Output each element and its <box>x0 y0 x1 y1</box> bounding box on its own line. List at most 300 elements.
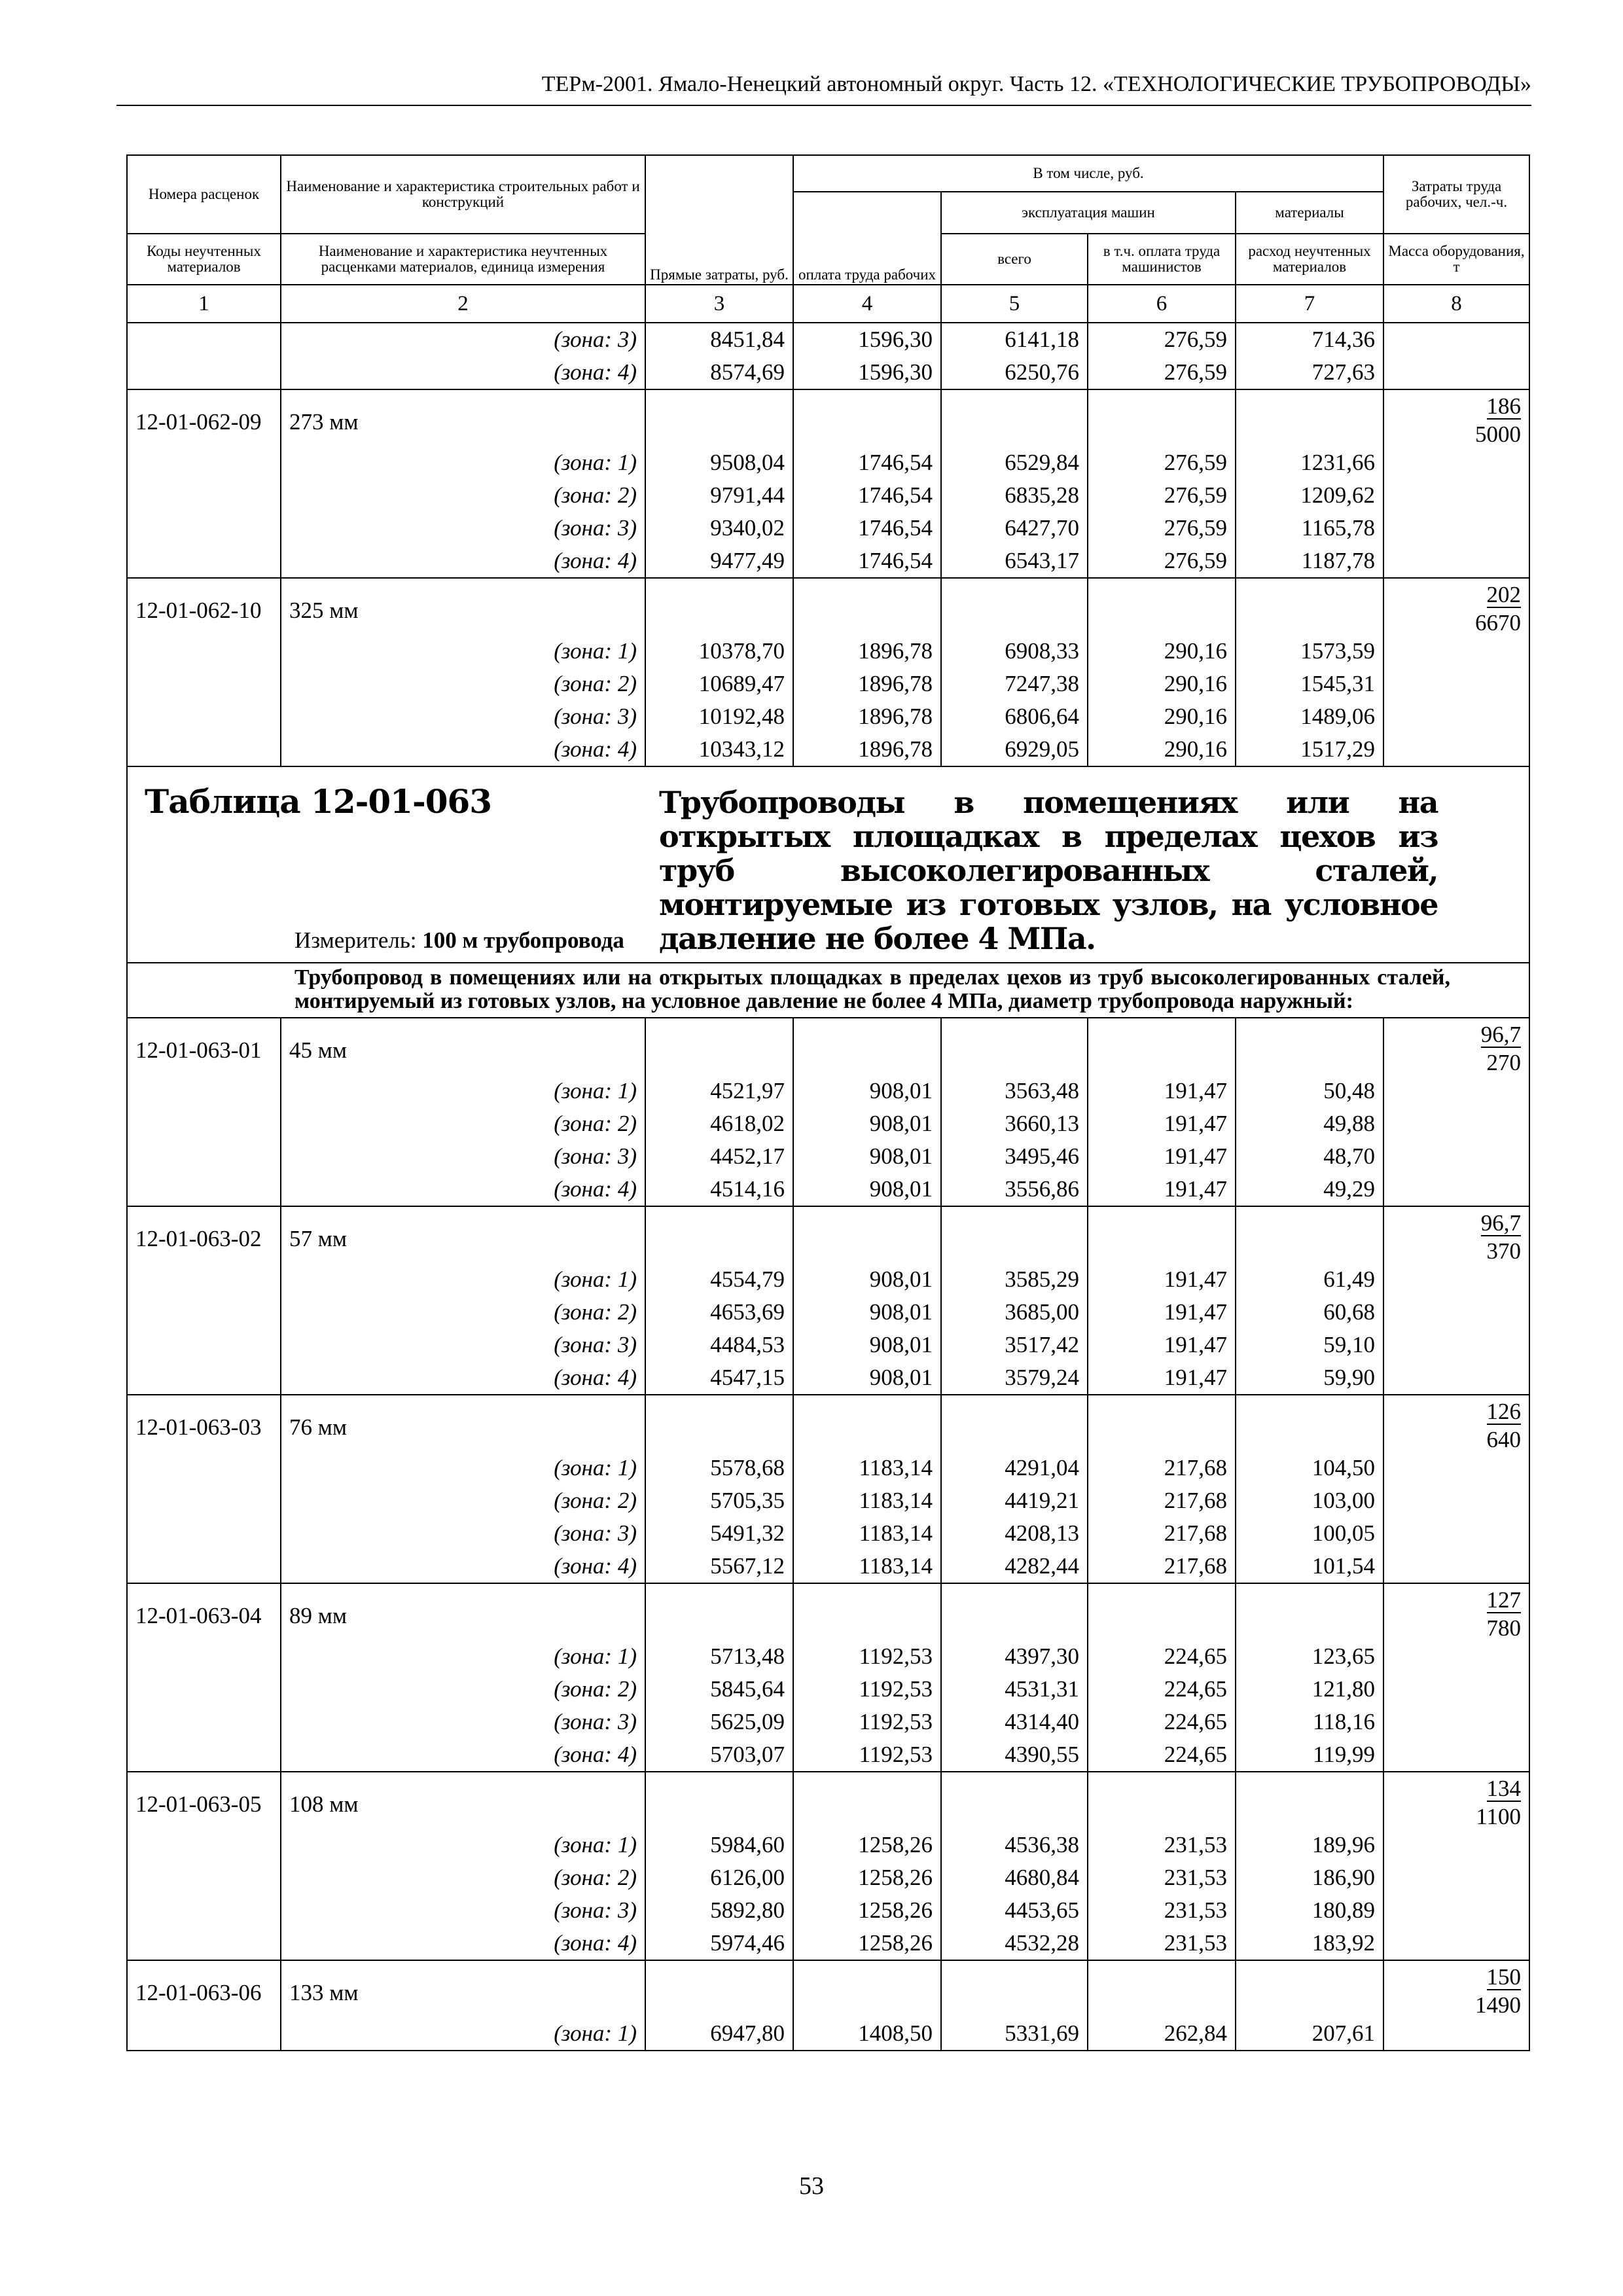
direct-cost: 9340,02 <box>645 512 793 545</box>
empty-cell <box>127 1894 281 1927</box>
direct-cost: 10343,12 <box>645 733 793 766</box>
empty-cell <box>127 1329 281 1361</box>
equipment-mass-value: 270 <box>1486 1050 1522 1075</box>
empty-cell <box>1383 1706 1529 1738</box>
rate-group-header <box>127 1395 1529 1452</box>
zone-row <box>127 545 1529 578</box>
zone-label: (зона: 2) <box>281 1107 645 1140</box>
materials-cost: 104,50 <box>1236 1452 1383 1484</box>
machines-cost: 3660,13 <box>941 1107 1088 1140</box>
pipe-diameter: 325 мм <box>281 578 645 635</box>
col2-top-header: Наименование и характеристика строительных работ и конструкций <box>281 155 645 234</box>
empty-cell <box>127 1706 281 1738</box>
labor-cost-value: 127 <box>1486 1587 1522 1613</box>
including-header: В том числе, руб. <box>793 155 1383 192</box>
empty-cell <box>1088 1772 1236 1829</box>
empty-cell <box>127 323 281 356</box>
materials-cost: 180,89 <box>1236 1894 1383 1927</box>
column-number: 3 <box>645 285 793 323</box>
zone-row <box>127 1075 1529 1107</box>
zone-row <box>127 1329 1529 1361</box>
operators-cost: 191,47 <box>1088 1107 1236 1140</box>
empty-cell <box>127 512 281 545</box>
pipe-diameter: 57 мм <box>281 1206 645 1263</box>
machines-cost: 3685,00 <box>941 1296 1088 1329</box>
column-number: 1 <box>127 285 281 323</box>
operators-cost: 191,47 <box>1088 1173 1236 1206</box>
empty-cell <box>793 578 941 635</box>
empty-cell <box>645 1395 793 1452</box>
labor-mass-ratio <box>1383 1772 1529 1829</box>
empty-cell <box>793 1206 941 1263</box>
empty-cell <box>127 1452 281 1484</box>
col7-header: расход неучтенных материалов <box>1236 234 1383 285</box>
operators-cost: 276,59 <box>1088 545 1236 578</box>
rate-group-header <box>127 389 1529 446</box>
empty-cell <box>127 1517 281 1550</box>
operators-cost: 191,47 <box>1088 1075 1236 1107</box>
empty-cell <box>127 1107 281 1140</box>
rate-code: 12-01-063-04 <box>127 1583 281 1640</box>
labor-cost: 908,01 <box>793 1140 941 1173</box>
direct-cost: 4653,69 <box>645 1296 793 1329</box>
zone-label: (зона: 3) <box>281 1329 645 1361</box>
empty-cell <box>1383 1550 1529 1583</box>
machines-cost: 6543,17 <box>941 545 1088 578</box>
direct-cost: 8451,84 <box>645 323 793 356</box>
zone-row <box>127 479 1529 512</box>
rate-group-header <box>127 1206 1529 1263</box>
zone-row <box>127 1107 1529 1140</box>
direct-cost: 6947,80 <box>645 2017 793 2051</box>
col3-header: Прямые затраты, руб. <box>645 155 793 285</box>
machines-cost: 5331,69 <box>941 2017 1088 2051</box>
machines-cost: 6250,76 <box>941 356 1088 389</box>
labor-cost: 1896,78 <box>793 668 941 700</box>
materials-cost: 1573,59 <box>1236 635 1383 668</box>
empty-cell <box>127 1927 281 1960</box>
empty-cell <box>793 1583 941 1640</box>
machines-cost: 7247,38 <box>941 668 1088 700</box>
empty-cell <box>127 446 281 479</box>
empty-cell <box>1383 1640 1529 1673</box>
labor-cost: 1258,26 <box>793 1861 941 1894</box>
labor-cost-value: 134 <box>1486 1776 1522 1801</box>
direct-cost: 5625,09 <box>645 1706 793 1738</box>
machines-cost: 3556,86 <box>941 1173 1088 1206</box>
empty-cell <box>1383 1361 1529 1395</box>
table-section-header <box>127 766 1529 963</box>
operators-cost: 191,47 <box>1088 1296 1236 1329</box>
zone-label: (зона: 2) <box>281 479 645 512</box>
empty-cell <box>127 1296 281 1329</box>
empty-cell <box>127 1075 281 1107</box>
zone-row <box>127 700 1529 733</box>
col1-bottom-header: Коды неучтенных материалов <box>127 234 281 285</box>
empty-cell <box>1383 545 1529 578</box>
rate-code: 12-01-062-09 <box>127 389 281 446</box>
zone-row <box>127 356 1529 389</box>
empty-cell <box>1236 1206 1383 1263</box>
empty-cell <box>1236 1960 1383 2017</box>
measure-label: Измеритель: <box>294 927 417 953</box>
materials-cost: 103,00 <box>1236 1484 1383 1517</box>
zone-label: (зона: 4) <box>281 545 645 578</box>
empty-cell <box>793 1018 941 1075</box>
empty-cell <box>645 1583 793 1640</box>
machines-cost: 6427,70 <box>941 512 1088 545</box>
empty-cell <box>1383 1894 1529 1927</box>
empty-cell <box>127 1550 281 1583</box>
col6-header: в т.ч. оплата труда машинистов <box>1088 234 1236 285</box>
empty-cell <box>793 1772 941 1829</box>
empty-cell <box>1236 578 1383 635</box>
running-header: ТЕРм-2001. Ямало-Ненецкий автономный округ. Часть 12. «ТЕХНОЛОГИЧЕСКИЕ ТРУБОПРОВОДЫ» <box>541 72 1531 96</box>
empty-cell <box>127 1173 281 1206</box>
operators-cost: 191,47 <box>1088 1263 1236 1296</box>
machines-cost: 6908,33 <box>941 635 1088 668</box>
col1-top-header: Номера расценок <box>127 155 281 234</box>
operators-cost: 290,16 <box>1088 700 1236 733</box>
direct-cost: 10192,48 <box>645 700 793 733</box>
labor-cost: 908,01 <box>793 1361 941 1395</box>
machines-cost: 4291,04 <box>941 1452 1088 1484</box>
materials-cost: 49,88 <box>1236 1107 1383 1140</box>
empty-cell <box>1236 1018 1383 1075</box>
rates-table <box>126 154 1530 2051</box>
zone-row <box>127 1829 1529 1861</box>
labor-cost: 908,01 <box>793 1173 941 1206</box>
zone-label: (зона: 3) <box>281 1517 645 1550</box>
zone-label: (зона: 1) <box>281 1829 645 1861</box>
materials-cost: 189,96 <box>1236 1829 1383 1861</box>
zone-label: (зона: 3) <box>281 1140 645 1173</box>
empty-cell <box>1383 1673 1529 1706</box>
labor-cost-value: 150 <box>1486 1964 1522 1990</box>
empty-cell <box>1383 1263 1529 1296</box>
zone-row <box>127 1296 1529 1329</box>
labor-cost: 1596,30 <box>793 323 941 356</box>
empty-cell <box>127 1861 281 1894</box>
materials-cost: 1209,62 <box>1236 479 1383 512</box>
empty-cell <box>1236 389 1383 446</box>
empty-cell <box>1236 1583 1383 1640</box>
operators-cost: 276,59 <box>1088 323 1236 356</box>
direct-cost: 9791,44 <box>645 479 793 512</box>
empty-cell <box>127 733 281 766</box>
materials-cost: 727,63 <box>1236 356 1383 389</box>
empty-cell <box>645 1018 793 1075</box>
empty-cell <box>1383 700 1529 733</box>
operators-cost: 231,53 <box>1088 1894 1236 1927</box>
empty-cell <box>793 1395 941 1452</box>
zone-label: (зона: 2) <box>281 1296 645 1329</box>
materials-cost: 1545,31 <box>1236 668 1383 700</box>
rate-group-header <box>127 578 1529 635</box>
direct-cost: 4547,15 <box>645 1361 793 1395</box>
empty-cell <box>645 1772 793 1829</box>
zone-row <box>127 1673 1529 1706</box>
rates-body-after <box>127 1018 1529 2051</box>
empty-cell <box>793 389 941 446</box>
measure-value: 100 м трубопровода <box>422 927 624 953</box>
rate-group-header <box>127 1772 1529 1829</box>
labor-cost-value: 96,7 <box>1480 1022 1522 1047</box>
direct-cost: 4514,16 <box>645 1173 793 1206</box>
machines-cost: 3579,24 <box>941 1361 1088 1395</box>
column-number: 2 <box>281 285 645 323</box>
empty-cell <box>1383 733 1529 766</box>
empty-cell <box>941 1960 1088 2017</box>
labor-cost: 1596,30 <box>793 356 941 389</box>
empty-cell <box>1383 668 1529 700</box>
materials-cost: 49,29 <box>1236 1173 1383 1206</box>
operators-cost: 276,59 <box>1088 479 1236 512</box>
labor-cost: 1258,26 <box>793 1829 941 1861</box>
operators-cost: 191,47 <box>1088 1361 1236 1395</box>
direct-cost: 9508,04 <box>645 446 793 479</box>
materials-cost: 1231,66 <box>1236 446 1383 479</box>
equipment-mass-value: 6670 <box>1475 610 1522 635</box>
direct-cost: 5984,60 <box>645 1829 793 1861</box>
labor-cost: 1896,78 <box>793 733 941 766</box>
operators-cost: 231,53 <box>1088 1861 1236 1894</box>
empty-cell <box>941 1018 1088 1075</box>
table-head <box>127 155 1529 323</box>
empty-cell <box>1088 1395 1236 1452</box>
materials-cost: 59,10 <box>1236 1329 1383 1361</box>
direct-cost: 5567,12 <box>645 1550 793 1583</box>
machines-cost: 6806,64 <box>941 700 1088 733</box>
empty-cell <box>1383 1329 1529 1361</box>
direct-cost: 10378,70 <box>645 635 793 668</box>
table-label: Таблица 12-01-063 <box>145 782 492 821</box>
operators-cost: 217,68 <box>1088 1452 1236 1484</box>
labor-cost: 908,01 <box>793 1107 941 1140</box>
zone-row <box>127 1640 1529 1673</box>
rate-code: 12-01-063-02 <box>127 1206 281 1263</box>
empty-cell <box>127 1640 281 1673</box>
zone-label: (зона: 3) <box>281 323 645 356</box>
materials-cost: 207,61 <box>1236 2017 1383 2051</box>
column-number-row <box>127 285 1529 323</box>
zone-label: (зона: 2) <box>281 668 645 700</box>
machines-cost: 6529,84 <box>941 446 1088 479</box>
materials-cost: 61,49 <box>1236 1263 1383 1296</box>
empty-cell <box>1383 1517 1529 1550</box>
empty-cell <box>1383 356 1529 389</box>
direct-cost: 4521,97 <box>645 1075 793 1107</box>
zone-row <box>127 1706 1529 1738</box>
empty-cell <box>1383 323 1529 356</box>
empty-cell <box>1236 1395 1383 1452</box>
materials-cost: 1517,29 <box>1236 733 1383 766</box>
pipe-diameter: 89 мм <box>281 1583 645 1640</box>
empty-cell <box>127 1484 281 1517</box>
empty-cell <box>1383 1927 1529 1960</box>
machines-cost: 4453,65 <box>941 1894 1088 1927</box>
machines-cost: 4536,38 <box>941 1829 1088 1861</box>
empty-cell <box>1383 1075 1529 1107</box>
empty-cell <box>1383 1140 1529 1173</box>
machines-cost: 4532,28 <box>941 1927 1088 1960</box>
rate-code: 12-01-062-10 <box>127 578 281 635</box>
labor-cost: 1746,54 <box>793 545 941 578</box>
direct-cost: 4484,53 <box>645 1329 793 1361</box>
zone-label: (зона: 3) <box>281 1894 645 1927</box>
operators-cost: 276,59 <box>1088 446 1236 479</box>
machines-cost: 4314,40 <box>941 1706 1088 1738</box>
zone-row <box>127 1140 1529 1173</box>
labor-mass-ratio <box>1383 1018 1529 1075</box>
table-title: Трубопроводы в помещениях или на открытых площадках в пределах цехов из труб высоколегированных сталей, монтируемые из готовых узлов, на условное давление не более 4 МПа. <box>659 785 1438 956</box>
labor-mass-ratio <box>1383 1960 1529 2017</box>
empty-cell <box>941 1206 1088 1263</box>
direct-cost: 10689,47 <box>645 668 793 700</box>
zone-row <box>127 1861 1529 1894</box>
section-header-body <box>127 766 1529 1018</box>
direct-cost: 4554,79 <box>645 1263 793 1296</box>
empty-cell <box>941 389 1088 446</box>
materials-cost: 1165,78 <box>1236 512 1383 545</box>
direct-cost: 4452,17 <box>645 1140 793 1173</box>
machines-cost: 3563,48 <box>941 1075 1088 1107</box>
empty-cell <box>1383 1452 1529 1484</box>
operators-cost: 224,65 <box>1088 1738 1236 1772</box>
empty-cell <box>127 479 281 512</box>
zone-row <box>127 668 1529 700</box>
empty-cell <box>127 1673 281 1706</box>
materials-cost: 100,05 <box>1236 1517 1383 1550</box>
labor-cost-value: 202 <box>1486 582 1522 607</box>
rate-group-header <box>127 1583 1529 1640</box>
empty-cell <box>645 578 793 635</box>
pipe-diameter: 76 мм <box>281 1395 645 1452</box>
labor-cost: 1408,50 <box>793 2017 941 2051</box>
empty-cell <box>1088 1583 1236 1640</box>
labor-cost-value: 96,7 <box>1480 1210 1522 1236</box>
empty-cell <box>941 1772 1088 1829</box>
machines-cost: 3495,46 <box>941 1140 1088 1173</box>
materials-cost: 186,90 <box>1236 1861 1383 1894</box>
empty-cell <box>127 545 281 578</box>
empty-cell <box>1383 1829 1529 1861</box>
direct-cost: 5703,07 <box>645 1738 793 1772</box>
empty-cell <box>1088 1960 1236 2017</box>
pipe-diameter: 45 мм <box>281 1018 645 1075</box>
empty-cell <box>941 578 1088 635</box>
zone-label: (зона: 1) <box>281 635 645 668</box>
direct-cost: 5578,68 <box>645 1452 793 1484</box>
column-number: 4 <box>793 285 941 323</box>
zone-row <box>127 1738 1529 1772</box>
labor-cost-value: 126 <box>1486 1399 1522 1424</box>
empty-cell <box>1088 1206 1236 1263</box>
empty-cell <box>127 668 281 700</box>
labor-cost-value: 186 <box>1486 393 1522 419</box>
labor-cost: 908,01 <box>793 1296 941 1329</box>
operators-cost: 217,68 <box>1088 1517 1236 1550</box>
zone-row <box>127 1927 1529 1960</box>
rate-code: 12-01-063-01 <box>127 1018 281 1075</box>
operators-cost: 276,59 <box>1088 512 1236 545</box>
zone-label: (зона: 2) <box>281 1861 645 1894</box>
rate-group-header <box>127 1018 1529 1075</box>
operators-cost: 231,53 <box>1088 1829 1236 1861</box>
empty-cell <box>1088 389 1236 446</box>
empty-cell <box>1383 1861 1529 1894</box>
rate-code: 12-01-063-05 <box>127 1772 281 1829</box>
operators-cost: 290,16 <box>1088 635 1236 668</box>
empty-cell <box>127 700 281 733</box>
operators-cost: 224,65 <box>1088 1640 1236 1673</box>
direct-cost: 5892,80 <box>645 1894 793 1927</box>
zone-label: (зона: 4) <box>281 1550 645 1583</box>
empty-cell <box>1383 635 1529 668</box>
column-number: 5 <box>941 285 1088 323</box>
machines-cost: 4390,55 <box>941 1738 1088 1772</box>
pipe-diameter: 133 мм <box>281 1960 645 2017</box>
operators-cost: 217,68 <box>1088 1550 1236 1583</box>
empty-cell <box>127 2017 281 2051</box>
labor-cost: 1746,54 <box>793 479 941 512</box>
empty-cell <box>941 1583 1088 1640</box>
empty-cell <box>127 1829 281 1861</box>
labor-mass-ratio <box>1383 1395 1529 1452</box>
rate-code: 12-01-063-06 <box>127 1960 281 2017</box>
direct-cost: 5845,64 <box>645 1673 793 1706</box>
operators-cost: 224,65 <box>1088 1673 1236 1706</box>
materials-cost: 119,99 <box>1236 1738 1383 1772</box>
zone-row <box>127 1263 1529 1296</box>
rates-body-before <box>127 323 1529 766</box>
zone-label: (зона: 4) <box>281 1738 645 1772</box>
direct-cost: 8574,69 <box>645 356 793 389</box>
direct-cost: 5491,32 <box>645 1517 793 1550</box>
labor-mass-ratio <box>1383 389 1529 446</box>
machines-cost: 3517,42 <box>941 1329 1088 1361</box>
empty-cell <box>1383 446 1529 479</box>
materials-cost: 123,65 <box>1236 1640 1383 1673</box>
zone-label: (зона: 4) <box>281 733 645 766</box>
empty-cell <box>1383 1173 1529 1206</box>
labor-mass-ratio <box>1383 578 1529 635</box>
labor-cost: 1896,78 <box>793 635 941 668</box>
zone-label: (зона: 3) <box>281 1706 645 1738</box>
zone-row <box>127 1452 1529 1484</box>
empty-cell <box>127 1263 281 1296</box>
direct-cost: 4618,02 <box>645 1107 793 1140</box>
zone-label: (зона: 1) <box>281 1075 645 1107</box>
zone-label: (зона: 1) <box>281 1263 645 1296</box>
column-number: 6 <box>1088 285 1236 323</box>
col4-header: оплата труда рабочих <box>793 192 941 285</box>
operators-cost: 290,16 <box>1088 668 1236 700</box>
zone-label: (зона: 1) <box>281 446 645 479</box>
labor-cost: 1183,14 <box>793 1452 941 1484</box>
machines-cost: 4282,44 <box>941 1550 1088 1583</box>
empty-cell <box>1383 1738 1529 1772</box>
equipment-mass-value: 370 <box>1486 1238 1522 1263</box>
empty-cell <box>127 1361 281 1395</box>
labor-mass-ratio <box>1383 1583 1529 1640</box>
col8-top-header: Затраты труда рабочих, чел.-ч. <box>1383 155 1529 234</box>
labor-cost: 908,01 <box>793 1263 941 1296</box>
empty-cell <box>1383 512 1529 545</box>
operators-cost: 290,16 <box>1088 733 1236 766</box>
materials-cost: 1187,78 <box>1236 545 1383 578</box>
empty-cell <box>1088 578 1236 635</box>
